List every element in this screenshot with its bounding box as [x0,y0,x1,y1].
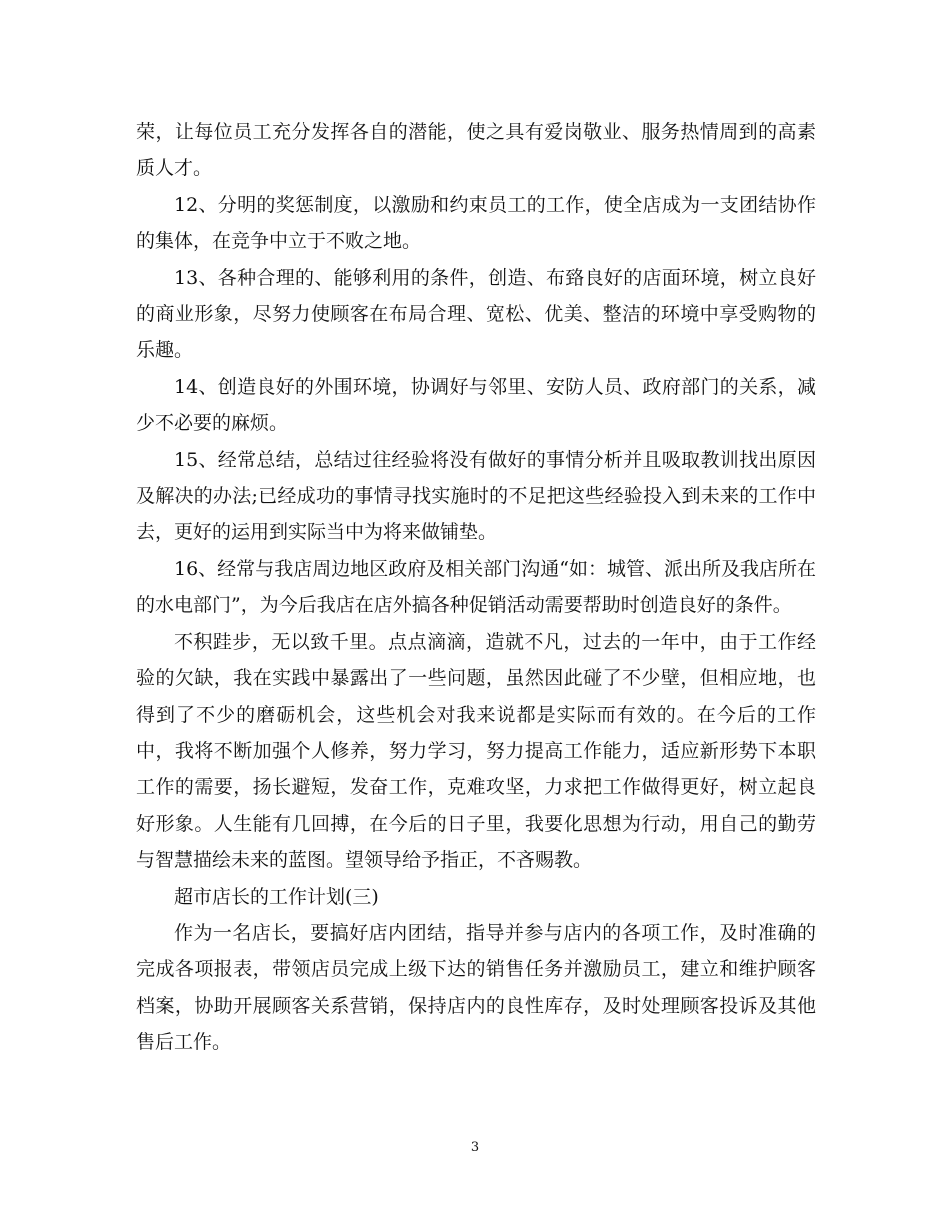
paragraph-item-15: 15、经常总结，总结过往经验将没有做好的事情分析并且吸取教训找出原因及解决的办法;已经成功的事情寻找实施时的不足把这些经验投入到未来的工作中去，更好的运用到实际当中为将来做铺垫。 [136,448,816,544]
paragraph-item-13: 13、各种合理的、能够利用的条件，创造、布臵良好的店面环境，树立良好的商业形象，尽努力使顾客在布局合理、宽松、优美、整洁的环境中享受购物的乐趣。 [136,266,816,362]
paragraph-section-intro: 作为一名店长，要搞好店内团结，指导并参与店内的各项工作，及时准确的完成各项报表，带领店员完成上级下达的销售任务并激励员工，建立和维护顾客档案，协助开展顾客关系营销，保持店内的良性库存，及时处理顾客投诉及其他售后工作。 [136,921,816,1054]
document-body [136,114,816,1061]
paragraph-summary: 不积跬步，无以致千里。点点滴滴，造就不凡，过去的一年中，由于工作经验的欠缺，我在实践中暴露出了一些问题，虽然因此碰了不少壁，但相应地，也得到了不少的磨砺机会，这些机会对我来说都是实际而有效的。在今后的工作中，我将不断加强个人修养，努力学习，努力提高工作能力，适应新形势下本职工作的需要，扬长避短，发奋工作，克难攻坚，力求把工作做得更好，树立起良好形象。人生能有几回搏，在今后的日子里，我要化思想为行动，用自己的勤劳与智慧描绘未来的蓝图。望领导给予指正，不吝赐教。 [136,630,816,872]
paragraph-item-16: 16、经常与我店周边地区政府及相关部门沟通“如：城管、派出所及我店所在的水电部门”，为今后我店在店外搞各种促销活动需要帮助时创造良好的条件。 [136,557,816,617]
paragraph-item-12: 12、分明的奖惩制度，以激励和约束员工的工作，使全店成为一支团结协作的集体，在竞争中立于不败之地。 [136,193,816,253]
paragraph-item-14: 14、创造良好的外围环境，协调好与邻里、安防人员、政府部门的关系，减少不必要的麻烦。 [136,375,816,435]
section-heading: 超市店长的工作计划(三) [174,885,379,908]
page-number: 3 [470,1140,480,1155]
paragraph-continuation: 荣，让每位员工充分发挥各自的潜能，使之具有爱岗敬业、服务热情周到的高素质人才。 [136,121,816,180]
